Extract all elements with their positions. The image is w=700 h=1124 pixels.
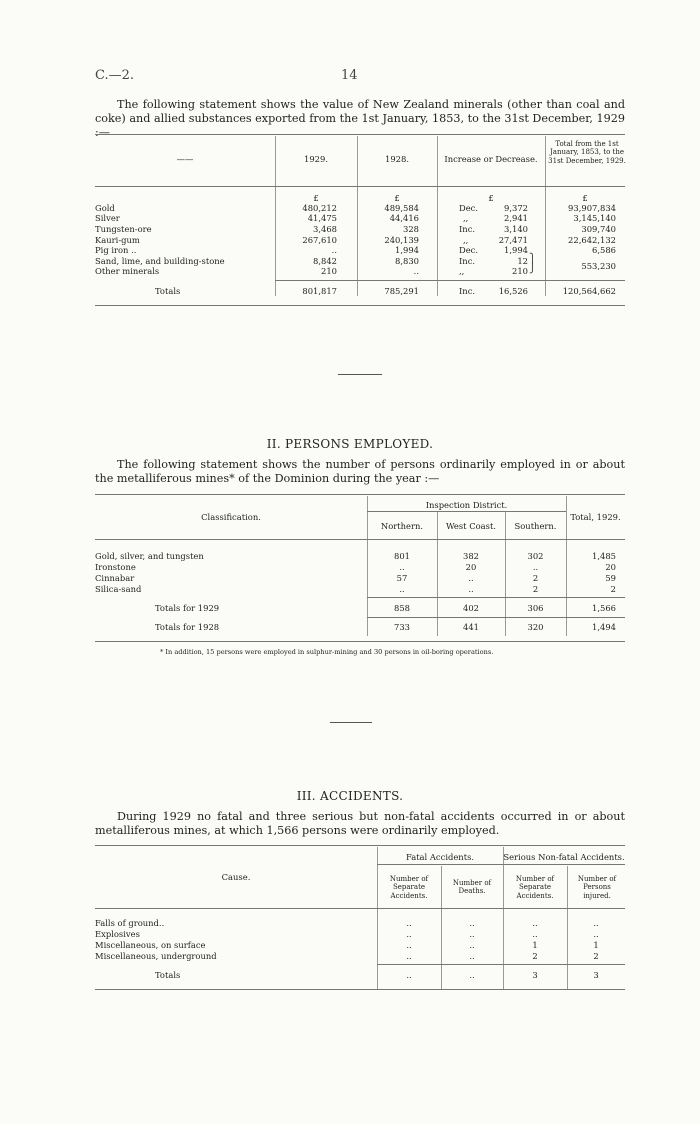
minerals-intro: The following statement shows the value of New Zealand minerals (other than coal and coke) and allied substances exported from the 1st January, 1853, to the 31st December, 1929 :— (95, 98, 625, 139)
persons-col-southern: Southern. (514, 521, 557, 531)
persons-col-total: Total, 1929. (570, 512, 621, 522)
persons-col-west: West Coast. (446, 521, 496, 531)
accidents-col-cause: Cause. (221, 872, 251, 882)
accidents-col-fatal-deaths: Number of Deaths. (452, 879, 492, 896)
minerals-top-rule (95, 134, 625, 135)
section-separator (330, 722, 372, 723)
minerals-col-total: Total from the 1st January, 1853, to the 31st December, 1929. (548, 140, 626, 165)
persons-intro: The following statement shows the number of persons ordinarily employed in or about the metalliferous mines* of the Dominion during the year :— (95, 458, 625, 485)
page-number: 14 (341, 68, 358, 83)
section-separator (338, 374, 382, 375)
accidents-col-fatal: Fatal Accidents. (405, 852, 475, 862)
brace-icon: ⎭ (529, 264, 536, 274)
accidents-intro: During 1929 no fatal and three serious but non-fatal accidents occurred in or about metalliferous mines, at which 1,566 persons were ordinarily employed. (95, 810, 625, 837)
persons-col-classification: Classification. (201, 512, 261, 522)
persons-footnote: * In addition, 15 persons were employed in sulphur-mining and 30 persons in oil-boring operations. (160, 648, 494, 656)
minerals-col-1928: 1928. (385, 154, 409, 164)
accidents-col-fatal-separate: Number of Separate Accidents. (389, 875, 429, 900)
accidents-title: III. ACCIDENTS. (296, 789, 404, 803)
report-code: C.—2. (95, 68, 135, 83)
minerals-col-blank: —— (176, 154, 194, 164)
currency-1928: £ (394, 193, 400, 203)
minerals-col-1929: 1929. (304, 154, 328, 164)
accidents-col-serious-injured: Number of Persons injured. (577, 875, 617, 900)
currency-change: £ (488, 193, 494, 203)
persons-col-district: Inspection District. (425, 500, 508, 510)
currency-1929: £ (313, 193, 319, 203)
persons-title: II. PERSONS EMPLOYED. (266, 437, 434, 451)
brace-icon: ⎫ (529, 254, 536, 264)
accidents-col-serious: Serious Non-fatal Accidents. (503, 852, 625, 862)
minerals-col-change: Increase or Decrease. (444, 154, 538, 164)
persons-col-northern: Northern. (380, 521, 424, 531)
accidents-col-serious-separate: Number of Separate Accidents. (515, 875, 555, 900)
currency-total: £ (582, 193, 588, 203)
